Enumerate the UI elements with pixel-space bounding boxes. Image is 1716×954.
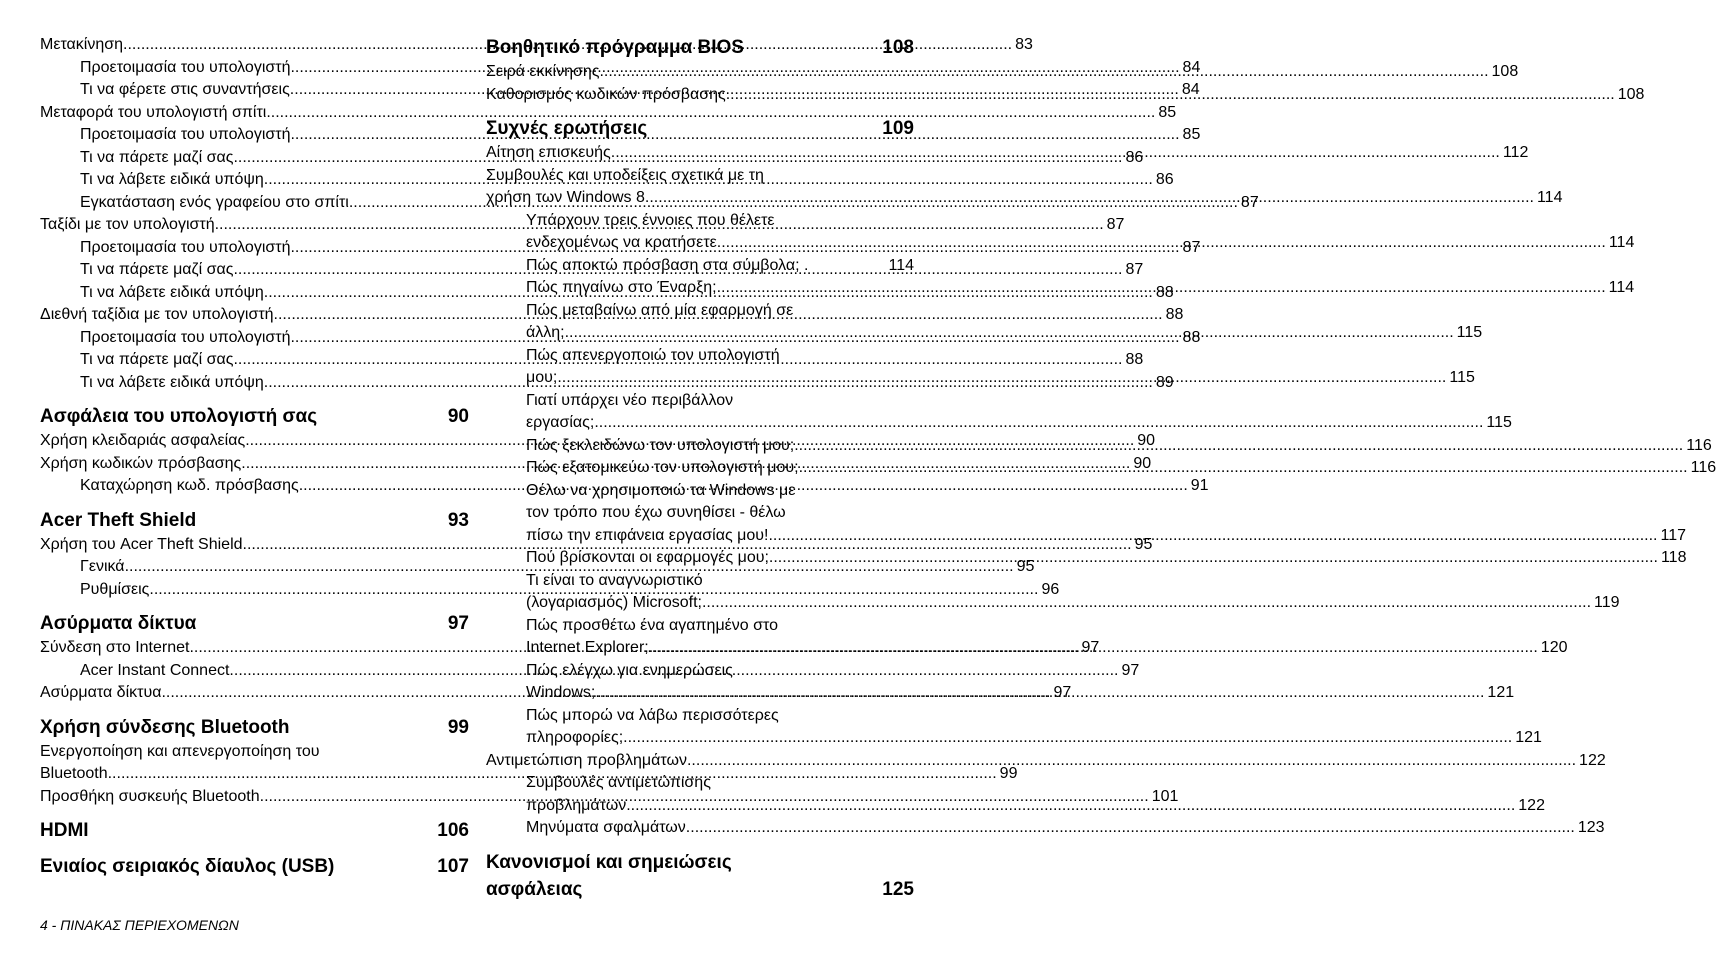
toc-page-number: 121 — [1515, 729, 1542, 746]
toc-leader-dots — [726, 84, 1615, 107]
toc-entry-title: Ενιαίος σειριακός δίαυλος (USB) — [40, 856, 335, 877]
toc-entry-title: πίσω την επιφάνεια εργασίας μου! — [526, 526, 769, 544]
toc-entry-title: Βοηθητικό πρόγραμμα BIOS — [486, 37, 744, 58]
toc-entry-row — [40, 817, 469, 844]
toc-entry-title: HDMI — [40, 820, 89, 841]
toc-page-number: 90 — [1133, 454, 1152, 472]
toc-entry-title-line: Ενεργοποίηση και απενεργοποίηση του — [40, 742, 320, 760]
toc-entry-title: Μετακίνηση — [40, 36, 124, 53]
toc-page-number: 99 — [447, 716, 469, 738]
toc-entry-title-line: Πώς μπορώ να λάβω περισσότερες — [526, 706, 779, 724]
toc-entry-title: Πώς ξεκλειδώνω τον υπολογιστή μου; — [526, 436, 795, 454]
toc-entry-title: προβλημάτων — [526, 796, 627, 814]
toc-entry-row — [40, 714, 469, 741]
toc-entry-title-line: Πώς προσθέτω ένα αγαπημένο στο — [526, 616, 779, 634]
toc-entry-title: μου; — [526, 369, 558, 386]
toc-entry-title: Χρήση κωδικών πρόσβασης — [40, 454, 242, 472]
toc-page-number: 123 — [1577, 819, 1605, 836]
toc-entry-title-line: Συμβουλές και υποδείξεις σχετικά με τη — [486, 166, 764, 184]
toc-heading — [486, 34, 914, 61]
toc-page-number: 115 — [1486, 414, 1512, 431]
toc-entry-title-line: Κανονισμοί και σημειώσεις — [486, 851, 732, 873]
toc-page-number: 85 — [1158, 103, 1177, 121]
toc-leader-dots — [557, 367, 1446, 390]
toc-entry-title: Τι να λάβετε ειδικά υπόψη — [80, 283, 264, 301]
toc-page-number: 85 — [1182, 126, 1201, 143]
toc-page-number: 109 — [882, 118, 914, 139]
toc-page-number: 114 — [1536, 189, 1563, 206]
toc-page-number: 115 — [1456, 324, 1483, 341]
toc-entry-title: Ρυθμίσεις — [80, 580, 150, 598]
toc-entry-title-line: Υπάρχουν τρεις έννοιες που θέλετε — [526, 211, 775, 229]
toc-heading — [486, 849, 914, 903]
toc-page-number: 119 — [1594, 594, 1620, 611]
toc-leader-dots — [702, 592, 1591, 615]
toc-entry — [486, 750, 1606, 773]
toc-heading — [40, 403, 469, 430]
toc-heading — [40, 714, 469, 741]
toc-leader-dots — [768, 525, 1657, 548]
toc-entry-title: Πώς εξατομικεύω τον υπολογιστή μου; — [526, 459, 799, 476]
toc-page-number: 97 — [1121, 661, 1140, 679]
toc-entry-row — [40, 102, 1177, 125]
toc-leader-dots — [717, 277, 1606, 300]
toc-leader-dots — [687, 750, 1576, 773]
toc-entry-row — [40, 610, 469, 637]
toc-page-number: 122 — [1579, 751, 1606, 769]
toc-entry-title: Τι να λάβετε ειδικά υπόψη — [80, 373, 264, 391]
toc-entry-title-line: Συμβουλές αντιμετώπισης — [526, 774, 711, 791]
toc-page-number: 86 — [1155, 171, 1174, 188]
toc-entry-title: Διεθνή ταξίδια με τον υπολογιστή — [40, 306, 274, 323]
toc-heading — [40, 507, 469, 534]
toc-entry-title: Γενικά — [80, 558, 125, 575]
toc-page-number: 90 — [1137, 432, 1156, 449]
toc-page-number: 86 — [1125, 148, 1144, 166]
toc-entry-title: Καθορισμός κωδικών πρόσβασης — [486, 85, 726, 103]
toc-page-number: 83 — [1015, 36, 1033, 53]
toc-entry-title: Τι να λάβετε ειδικά υπόψη — [80, 171, 264, 188]
toc-leader-dots — [565, 322, 1454, 345]
toc-page-number: 125 — [882, 878, 914, 900]
toc-entry-title: άλλη; — [526, 324, 565, 341]
toc-page-number: 88 — [1182, 328, 1201, 346]
toc-entry-row — [526, 255, 914, 278]
toc-entry-row — [526, 727, 1542, 750]
toc-heading — [40, 817, 469, 844]
toc-entry-title: Χρήση σύνδεσης Bluetooth — [40, 716, 290, 738]
toc-page-number: 87 — [1125, 261, 1144, 278]
toc-page-number: 116 — [1686, 436, 1712, 454]
toc-entry-title: Ασφάλεια του υπολογιστή σας — [40, 406, 318, 427]
toc-page-number: 91 — [1190, 477, 1209, 494]
toc-entry-title: Αίτηση επισκευής — [486, 144, 611, 161]
toc-page-number: 107 — [437, 856, 469, 877]
toc-page-number: 112 — [1502, 144, 1529, 161]
toc-page-number: 122 — [1518, 796, 1545, 814]
toc-entry-row — [486, 876, 914, 903]
toc-page-number: 108 — [1617, 85, 1645, 103]
toc-page-number: 118 — [1660, 549, 1687, 566]
page-footer: 4 - ΠΙΝΑΚΑΣ ΠΕΡΙΕΧΟΜΕΝΩΝ — [40, 917, 239, 933]
toc-page-number: 120 — [1540, 639, 1568, 656]
toc-page-number: 90 — [447, 406, 469, 427]
toc-entry-title: εργασίας; — [526, 414, 595, 431]
toc-entry-title: Τι να πάρετε μαζί σας — [80, 261, 234, 278]
toc-entry-title: Μηνύματα σφαλμάτων — [526, 819, 686, 836]
toc-entry-title: ενδεχομένως να κρατήσετε — [526, 234, 717, 251]
toc-page-number: 114 — [888, 256, 914, 274]
toc-leader-dots — [686, 817, 1575, 840]
toc-page-number: 97 — [1081, 639, 1100, 656]
toc-page-number: 87 — [1182, 238, 1201, 256]
toc-entry-title: χρήση των Windows 8 — [486, 189, 645, 206]
toc-leader-dots — [626, 795, 1515, 818]
toc-entry-row — [526, 592, 1620, 615]
toc-leader-dots — [799, 457, 1688, 480]
toc-entry-title: Ασύρματα δίκτυα — [40, 684, 162, 701]
toc-entry-row — [486, 115, 914, 142]
toc-subentry — [526, 255, 914, 278]
toc-entry-title: Σύνδεση στο Internet — [40, 639, 190, 656]
toc-page-number: 93 — [447, 509, 469, 531]
toc-heading — [40, 853, 469, 880]
toc-entry-row — [486, 34, 914, 61]
toc-entry-title-line: Γιατί υπάρχει νέο περιβάλλον — [526, 391, 734, 409]
toc-entry-row — [486, 750, 1606, 773]
toc-entry-title: Πώς αποκτώ πρόσβαση στα σύμβολα; . — [526, 256, 809, 274]
toc-page-number: 121 — [1487, 684, 1515, 701]
toc-leader-dots — [623, 727, 1512, 750]
toc-entry-title: Προετοιμασία του υπολογιστή — [80, 58, 291, 76]
toc-page-number: 88 — [1165, 306, 1184, 323]
toc-heading — [486, 115, 914, 142]
toc-entry-title-line: τον τρόπο που έχω συνηθίσει - θέλω — [526, 504, 786, 521]
toc-entry-title: Εγκατάσταση ενός γραφείου στο σπίτι — [80, 193, 349, 211]
toc-page-number: 108 — [882, 37, 914, 58]
toc-leader-dots — [611, 142, 1500, 165]
toc-page-number: 87 — [1240, 193, 1259, 211]
toc-page-number: 114 — [1608, 279, 1635, 296]
toc-leader-dots — [769, 547, 1658, 570]
toc-leader-dots — [594, 412, 1483, 435]
toc-entry-row — [526, 412, 1512, 435]
toc-leader-dots — [794, 435, 1683, 458]
toc-entry-title: πληροφορίες; — [526, 729, 624, 746]
toc-page-number: 99 — [999, 765, 1018, 782]
toc-page-number: 84 — [1182, 58, 1201, 76]
toc-page-number: 88 — [1125, 351, 1144, 368]
toc-entry-title: Συχνές ερωτήσεις — [486, 118, 648, 139]
toc-entry-title: Acer Instant Connect — [80, 661, 230, 679]
toc-entry-title: Bluetooth — [40, 765, 108, 782]
toc-page-number: 88 — [1155, 283, 1174, 301]
toc-entry-title: Προετοιμασία του υπολογιστή — [80, 238, 291, 256]
toc-page-number: 117 — [1660, 526, 1687, 544]
toc-entry-title: Ασύρματα δίκτυα — [40, 613, 197, 634]
toc-page-number: 101 — [1151, 787, 1179, 805]
toc-entry-title: (λογαριασμός) Microsoft; — [526, 594, 702, 611]
toc-entry-title: Τι να πάρετε μαζί σας — [80, 351, 234, 368]
toc-page-number: 116 — [1690, 459, 1716, 476]
toc-entry-title: Πώς πηγαίνω στο Έναρξη; — [526, 279, 717, 296]
toc-entry-title-line: Πώς απενεργοποιώ τον υπολογιστή — [526, 346, 780, 364]
toc-heading — [40, 610, 469, 637]
toc-entry-title: Αντιμετώπιση προβλημάτων — [486, 751, 687, 769]
toc-page-number: 115 — [1449, 369, 1475, 386]
toc-page-number: 95 — [1016, 558, 1035, 575]
toc-entry-title: Σειρά εκκίνησης — [486, 63, 600, 80]
toc-page-number: 84 — [1181, 81, 1200, 98]
toc-leader-dots — [649, 637, 1538, 660]
toc-page-number: 97 — [1053, 684, 1072, 701]
toc-page-number: 89 — [1155, 373, 1174, 391]
toc-leader-dots — [599, 61, 1488, 84]
toc-entry — [40, 102, 1177, 125]
toc-entry-row — [40, 403, 469, 430]
toc-entry-title-line: Τι είναι το αναγνωριστικό — [526, 571, 703, 589]
toc-subentry — [526, 705, 1542, 750]
toc-leader-dots — [645, 187, 1534, 210]
toc-entry-row — [526, 817, 1605, 840]
toc-page-number: 97 — [447, 613, 469, 634]
toc-entry-title: Καταχώρηση κωδ. πρόσβασης — [80, 477, 299, 494]
toc-page-number: 108 — [1491, 63, 1519, 80]
toc-entry-row — [40, 853, 469, 880]
toc-leader-dots — [595, 682, 1484, 705]
toc-entry-title: Μεταφορά του υπολογιστή σπίτι — [40, 103, 267, 121]
toc-page-number: 87 — [1106, 216, 1125, 233]
toc-entry-title: Internet Explorer; — [526, 639, 649, 656]
toc-entry-title: ασφάλειας — [486, 878, 583, 900]
toc-entry-title: Πού βρίσκονται οι εφαρμογές μου; — [526, 549, 769, 566]
toc-leader-dots — [717, 232, 1606, 255]
toc-subentry — [526, 390, 1512, 435]
toc-entry-title: Προετοιμασία του υπολογιστή — [80, 126, 291, 143]
toc-entry-title: Τι να πάρετε μαζί σας — [80, 148, 234, 166]
toc-entry-row — [40, 507, 469, 534]
toc-page-number: 96 — [1041, 580, 1060, 598]
toc-entry-title: Windows; — [526, 684, 596, 701]
toc-entry-title: Ταξίδι με τον υπολογιστή — [40, 216, 215, 233]
toc-entry-title-line: Πώς ελέγχω για ενημερώσεις — [526, 661, 733, 679]
toc-entry-title-line: Θέλω να χρησιμοποιώ τα Windows με — [526, 481, 796, 499]
toc-subentry — [526, 817, 1605, 840]
toc-page-number: 114 — [1608, 234, 1635, 251]
toc-entry-title: Χρήση του Acer Theft Shield — [40, 535, 243, 553]
toc-entry-title: Acer Theft Shield — [40, 509, 197, 531]
toc-entry-title: Τι να φέρετε στις συναντήσεις — [80, 81, 290, 98]
toc-entry-title: Χρήση κλειδαριάς ασφαλείας — [40, 432, 246, 449]
toc-page-number: 106 — [437, 820, 469, 841]
toc-entry-title-line: Πώς μεταβαίνω από μία εφαρμογή σε — [526, 301, 794, 319]
toc-page-number: 95 — [1134, 535, 1153, 553]
toc-entry-title: Προετοιμασία του υπολογιστή — [80, 328, 291, 346]
toc-entry-title: Προσθήκη συσκευής Bluetooth — [40, 787, 260, 805]
